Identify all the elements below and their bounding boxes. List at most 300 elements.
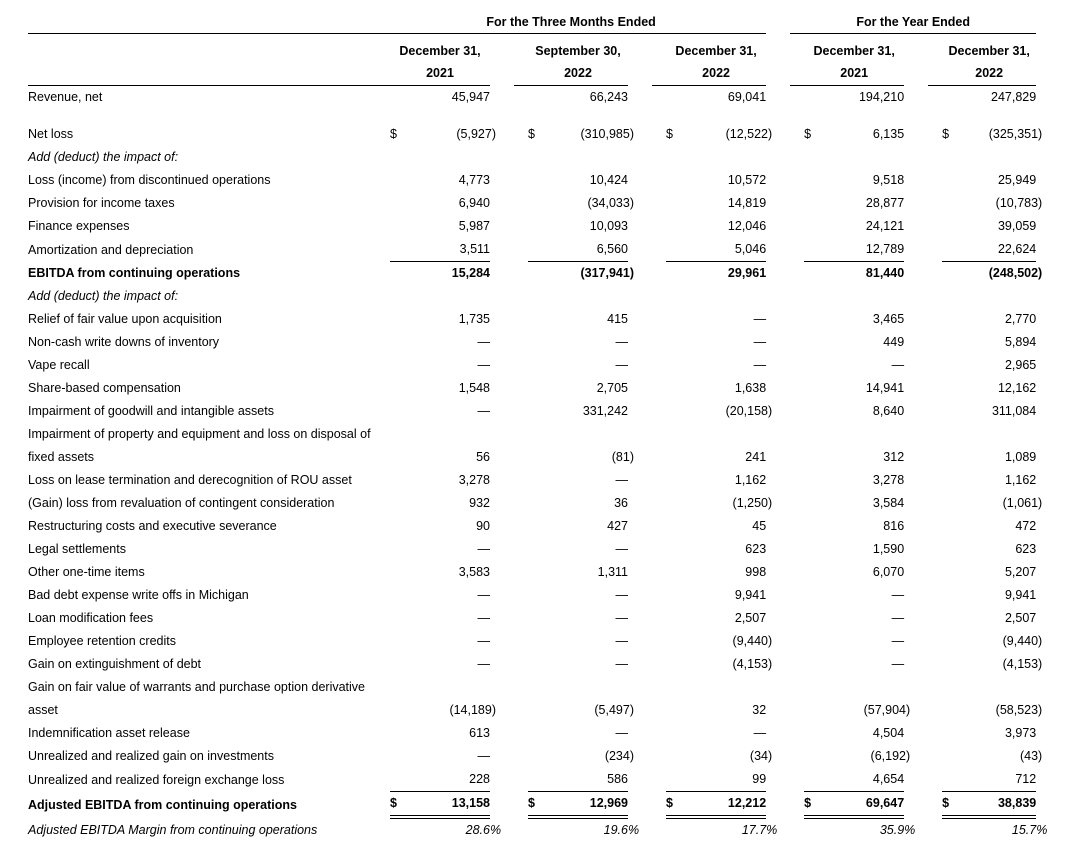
value-cell xyxy=(408,538,490,561)
value-cell xyxy=(546,745,634,768)
currency-cell xyxy=(390,515,408,538)
gap-cell xyxy=(376,146,390,169)
percent-cell xyxy=(904,169,928,192)
value-text: 3,278 xyxy=(872,473,905,487)
percent-cell xyxy=(490,653,514,676)
value-text: — xyxy=(615,726,628,740)
percent-cell: % xyxy=(766,823,778,837)
value-text: — xyxy=(753,312,767,326)
gap-cell xyxy=(790,215,804,238)
percent-cell xyxy=(904,215,928,238)
value-text: 5,987 xyxy=(458,219,490,233)
value-cell xyxy=(960,192,1043,215)
value-cell xyxy=(822,215,904,238)
header-gap xyxy=(376,34,390,86)
percent-cell xyxy=(628,584,652,607)
percent-cell xyxy=(628,169,652,192)
value-cell xyxy=(546,538,628,561)
percent-cell xyxy=(904,792,928,818)
value-text: 45,947 xyxy=(451,90,490,104)
currency-cell xyxy=(528,607,546,630)
gap-cell xyxy=(928,469,942,492)
percent-cell xyxy=(904,192,928,215)
percent-cell xyxy=(766,285,790,308)
row-label: Legal settlements xyxy=(28,542,126,556)
gap-cell xyxy=(514,745,528,768)
value-cell xyxy=(684,238,766,262)
gap-cell xyxy=(790,262,804,286)
value-cell xyxy=(684,607,766,630)
gap-cell xyxy=(928,745,942,768)
value-text: 3,465 xyxy=(872,312,905,326)
value-cell xyxy=(408,722,490,745)
row-label: Relief of fair value upon acquisition xyxy=(28,312,222,326)
percent-cell xyxy=(904,308,928,331)
gap-cell xyxy=(652,308,666,331)
currency-cell xyxy=(942,308,960,331)
percent-cell xyxy=(490,192,514,215)
value-text: 3,583 xyxy=(458,565,490,579)
gap-cell xyxy=(376,285,390,308)
value-cell xyxy=(960,515,1036,538)
value-cell xyxy=(408,676,496,722)
row-label: Employee retention credits xyxy=(28,634,176,648)
value-cell xyxy=(822,768,904,792)
percent-cell xyxy=(904,377,928,400)
value-cell xyxy=(546,400,628,423)
header-percent-spacer xyxy=(490,34,514,86)
gap-cell xyxy=(652,146,666,169)
percent-cell xyxy=(628,469,652,492)
currency-cell xyxy=(804,722,822,745)
percent-cell xyxy=(1036,215,1056,238)
value-text: 586 xyxy=(607,772,628,786)
value-cell xyxy=(546,215,628,238)
currency-cell: $ xyxy=(528,792,546,818)
gap-cell xyxy=(928,423,942,469)
value-cell xyxy=(684,123,773,146)
value-cell xyxy=(408,469,490,492)
percent-cell xyxy=(1036,423,1056,469)
currency-cell xyxy=(528,561,546,584)
value-text: — xyxy=(753,726,767,740)
value-cell xyxy=(408,653,490,676)
gap-cell xyxy=(376,515,390,538)
value-cell xyxy=(408,238,490,262)
gap-cell xyxy=(652,607,666,630)
row-label: Other one-time items xyxy=(28,565,145,579)
value-cell xyxy=(684,285,766,308)
percent-cell xyxy=(490,169,514,192)
currency-cell xyxy=(390,653,408,676)
percent-cell xyxy=(490,745,514,768)
currency-cell xyxy=(666,676,684,722)
currency-cell xyxy=(942,745,960,768)
gap-cell xyxy=(790,745,804,768)
currency-cell xyxy=(390,676,408,722)
percent-cell xyxy=(904,238,928,262)
currency-cell xyxy=(528,238,546,262)
value-cell xyxy=(822,262,904,286)
currency-cell xyxy=(666,238,684,262)
value-text: — xyxy=(615,358,628,372)
value-cell xyxy=(822,354,904,377)
value-text: — xyxy=(477,335,490,349)
value-text: — xyxy=(615,634,628,648)
percent-cell xyxy=(904,354,928,377)
value-text: — xyxy=(615,657,628,671)
currency-cell xyxy=(942,676,960,722)
percent-cell xyxy=(628,238,652,262)
value-text: — xyxy=(477,404,490,418)
percent-cell xyxy=(490,515,514,538)
value-cell xyxy=(684,515,766,538)
gap-cell xyxy=(928,676,942,722)
value-text: — xyxy=(477,634,490,648)
value-text: (1,250) xyxy=(732,496,773,510)
percent-cell xyxy=(766,469,790,492)
value-cell xyxy=(960,607,1036,630)
gap-cell xyxy=(376,262,390,286)
row-label: Loan modification fees xyxy=(28,611,154,625)
gap-cell xyxy=(652,653,666,676)
value-text: 24,121 xyxy=(865,219,905,233)
row-label: Loss on lease termination and derecognition of ROU asset xyxy=(28,473,352,487)
percent-cell xyxy=(490,792,514,818)
gap-cell xyxy=(790,768,804,792)
gap-cell xyxy=(514,331,528,354)
value-text: (34) xyxy=(749,749,773,763)
value-text: 9,941 xyxy=(734,588,767,602)
gap-cell xyxy=(514,561,528,584)
currency-cell xyxy=(528,745,546,768)
gap-cell xyxy=(514,308,528,331)
currency-cell xyxy=(666,215,684,238)
value-text: (58,523) xyxy=(995,703,1043,717)
value-text: (317,941) xyxy=(580,266,634,280)
percent-cell xyxy=(766,331,790,354)
value-text: — xyxy=(615,542,628,556)
value-cell xyxy=(408,768,490,792)
gap-cell xyxy=(790,123,804,146)
value-text: 3,973 xyxy=(1004,726,1037,740)
percent-cell xyxy=(1036,238,1056,262)
value-text: 1,638 xyxy=(734,381,767,395)
gap-cell xyxy=(790,817,804,842)
gap-cell xyxy=(514,354,528,377)
value-text: 1,548 xyxy=(458,381,490,395)
row-label: Add (deduct) the impact of: xyxy=(28,289,179,303)
value-text: — xyxy=(477,611,490,625)
percent-cell xyxy=(490,607,514,630)
percent-cell xyxy=(766,423,790,469)
row-label: Provision for income taxes xyxy=(28,196,175,210)
value-cell xyxy=(960,676,1043,722)
percent-cell xyxy=(904,607,928,630)
percent-cell xyxy=(628,215,652,238)
gap-cell xyxy=(376,86,390,110)
gap-cell xyxy=(652,630,666,653)
value-text: 28.6 xyxy=(465,823,490,837)
value-text: (4,153) xyxy=(1002,657,1043,671)
currency-cell xyxy=(390,817,408,842)
value-cell xyxy=(546,653,628,676)
currency-cell xyxy=(666,86,684,110)
value-text: 2,965 xyxy=(1004,358,1037,372)
percent-cell xyxy=(1036,607,1056,630)
gap-cell xyxy=(376,607,390,630)
percent-cell xyxy=(904,722,928,745)
currency-cell xyxy=(942,169,960,192)
value-cell xyxy=(408,285,490,308)
value-text: 4,654 xyxy=(872,772,905,786)
value-cell xyxy=(960,745,1043,768)
value-text: (14,189) xyxy=(449,703,496,717)
currency-cell xyxy=(390,192,408,215)
value-cell xyxy=(546,377,628,400)
currency-cell xyxy=(390,469,408,492)
gap-cell xyxy=(376,538,390,561)
gap-cell xyxy=(928,792,942,818)
gap-cell xyxy=(790,169,804,192)
value-cell xyxy=(960,469,1036,492)
gap-cell xyxy=(928,607,942,630)
gap-cell xyxy=(790,492,804,515)
currency-cell xyxy=(528,192,546,215)
currency-cell xyxy=(390,561,408,584)
value-text: 241 xyxy=(745,450,767,464)
value-text: 12,789 xyxy=(865,242,905,256)
value-text: 4,773 xyxy=(458,173,490,187)
value-text: 45 xyxy=(752,519,767,533)
gap-cell xyxy=(514,238,528,262)
currency-cell xyxy=(528,146,546,169)
currency-cell xyxy=(666,722,684,745)
value-cell xyxy=(684,676,766,722)
currency-cell xyxy=(804,561,822,584)
value-text: 4,504 xyxy=(872,726,905,740)
currency-cell xyxy=(528,308,546,331)
value-text: 6,560 xyxy=(596,242,628,256)
currency-cell xyxy=(390,423,408,469)
currency-cell xyxy=(804,308,822,331)
value-cell xyxy=(684,584,766,607)
column-header: December 31, 2022 xyxy=(666,34,766,86)
gap-cell xyxy=(652,123,666,146)
currency-cell xyxy=(390,86,408,110)
gap-cell xyxy=(376,768,390,792)
row-label: Indemnification asset release xyxy=(28,726,190,740)
percent-cell xyxy=(490,768,514,792)
percent-cell xyxy=(490,215,514,238)
value-cell xyxy=(960,285,1036,308)
value-text: (81) xyxy=(611,450,634,464)
value-text: 2,705 xyxy=(596,381,628,395)
currency-cell xyxy=(666,538,684,561)
percent-cell xyxy=(490,722,514,745)
currency-cell: $ xyxy=(390,127,397,141)
percent-cell xyxy=(1036,768,1056,792)
currency-cell xyxy=(804,817,822,842)
gap-cell xyxy=(790,630,804,653)
gap-cell xyxy=(376,400,390,423)
currency-cell xyxy=(528,722,546,745)
gap-cell xyxy=(790,400,804,423)
currency-cell xyxy=(390,722,408,745)
percent-cell xyxy=(490,285,514,308)
percent-cell xyxy=(766,607,790,630)
percent-cell xyxy=(628,653,652,676)
value-cell xyxy=(684,538,766,561)
value-cell xyxy=(684,469,766,492)
currency-cell xyxy=(666,262,684,286)
currency-cell xyxy=(804,86,822,110)
gap-cell xyxy=(928,377,942,400)
currency-cell xyxy=(528,630,546,653)
percent-cell xyxy=(904,285,928,308)
value-cell xyxy=(684,792,766,818)
gap-cell xyxy=(652,676,666,722)
currency-cell xyxy=(942,238,960,262)
gap-cell xyxy=(790,584,804,607)
percent-cell xyxy=(904,584,928,607)
gap-cell xyxy=(928,354,942,377)
gap-cell xyxy=(928,722,942,745)
currency-cell xyxy=(390,262,408,286)
gap-cell xyxy=(652,745,666,768)
currency-cell xyxy=(804,653,822,676)
value-cell xyxy=(960,86,1036,110)
currency-cell xyxy=(390,308,408,331)
gap-cell xyxy=(652,792,666,818)
value-text: 1,311 xyxy=(597,565,628,579)
row-label: Share-based compensation xyxy=(28,381,181,395)
value-text: — xyxy=(477,358,490,372)
currency-cell xyxy=(666,331,684,354)
value-cell xyxy=(684,492,773,515)
gap-cell xyxy=(790,377,804,400)
percent-cell xyxy=(628,630,652,653)
header-gap xyxy=(928,34,942,86)
value-cell xyxy=(408,308,490,331)
percent-cell xyxy=(766,584,790,607)
row-label: Adjusted EBITDA Margin from continuing operations xyxy=(28,823,318,837)
currency-cell xyxy=(804,538,822,561)
currency-cell xyxy=(666,630,684,653)
value-text: 247,829 xyxy=(991,90,1037,104)
group-header-year-ended: For the Year Ended xyxy=(790,5,1036,34)
value-text: 932 xyxy=(469,496,490,510)
spanner-label-underline xyxy=(28,5,376,34)
value-text: — xyxy=(477,749,490,763)
value-cell xyxy=(408,354,490,377)
gap-cell xyxy=(652,817,666,842)
value-cell xyxy=(684,308,766,331)
value-cell xyxy=(408,584,490,607)
gap-cell xyxy=(376,308,390,331)
value-text: (9,440) xyxy=(1002,634,1043,648)
value-text: 623 xyxy=(1015,542,1037,556)
gap-cell xyxy=(790,86,804,110)
percent-cell xyxy=(628,492,652,515)
value-text: — xyxy=(753,335,767,349)
value-text: 2,507 xyxy=(734,611,767,625)
value-text: 194,210 xyxy=(858,90,905,104)
currency-cell xyxy=(528,215,546,238)
value-text: 228 xyxy=(469,772,490,786)
gap-cell xyxy=(790,192,804,215)
gap-cell xyxy=(376,561,390,584)
percent-cell xyxy=(628,285,652,308)
currency-cell: $ xyxy=(804,792,822,818)
gap-cell xyxy=(652,469,666,492)
gap-cell xyxy=(376,377,390,400)
value-text: 13,158 xyxy=(451,796,490,810)
currency-cell xyxy=(942,538,960,561)
value-text: — xyxy=(891,588,905,602)
gap-cell xyxy=(790,308,804,331)
gap-cell xyxy=(376,192,390,215)
gap-cell xyxy=(790,792,804,818)
currency-cell xyxy=(666,653,684,676)
percent-cell xyxy=(766,308,790,331)
value-text: 1,162 xyxy=(1004,473,1037,487)
value-cell xyxy=(822,722,904,745)
gap-cell xyxy=(652,515,666,538)
value-cell xyxy=(960,238,1036,262)
value-cell xyxy=(960,400,1036,423)
percent-cell xyxy=(628,86,652,110)
value-cell xyxy=(546,768,628,792)
value-text: 623 xyxy=(745,542,767,556)
percent-cell xyxy=(490,423,514,469)
group-header-three-months: For the Three Months Ended xyxy=(376,5,766,34)
row-label: Net loss xyxy=(28,127,74,141)
value-text: (10,783) xyxy=(995,196,1043,210)
currency-cell xyxy=(390,768,408,792)
value-cell xyxy=(960,169,1036,192)
value-cell xyxy=(822,653,904,676)
gap-cell xyxy=(652,538,666,561)
percent-cell xyxy=(1036,308,1056,331)
percent-cell xyxy=(628,768,652,792)
percent-cell xyxy=(766,146,790,169)
value-cell xyxy=(546,238,628,262)
currency-cell xyxy=(528,584,546,607)
currency-cell xyxy=(528,653,546,676)
header-percent-spacer xyxy=(904,34,928,86)
gap-cell xyxy=(652,238,666,262)
gap-cell xyxy=(376,722,390,745)
value-text: 311,084 xyxy=(991,404,1037,418)
value-cell xyxy=(546,308,628,331)
currency-cell xyxy=(942,817,960,842)
value-text: 35.9 xyxy=(879,823,905,837)
gap-cell xyxy=(928,238,942,262)
percent-cell xyxy=(628,146,652,169)
currency-cell xyxy=(666,492,684,515)
gap-cell xyxy=(652,169,666,192)
value-cell xyxy=(408,515,490,538)
gap-cell xyxy=(652,192,666,215)
currency-cell xyxy=(390,607,408,630)
value-cell xyxy=(408,423,490,469)
value-cell xyxy=(684,745,773,768)
value-text: (12,522) xyxy=(725,127,773,141)
row-label: EBITDA from continuing operations xyxy=(28,266,241,280)
value-cell xyxy=(684,169,766,192)
currency-cell xyxy=(390,169,408,192)
